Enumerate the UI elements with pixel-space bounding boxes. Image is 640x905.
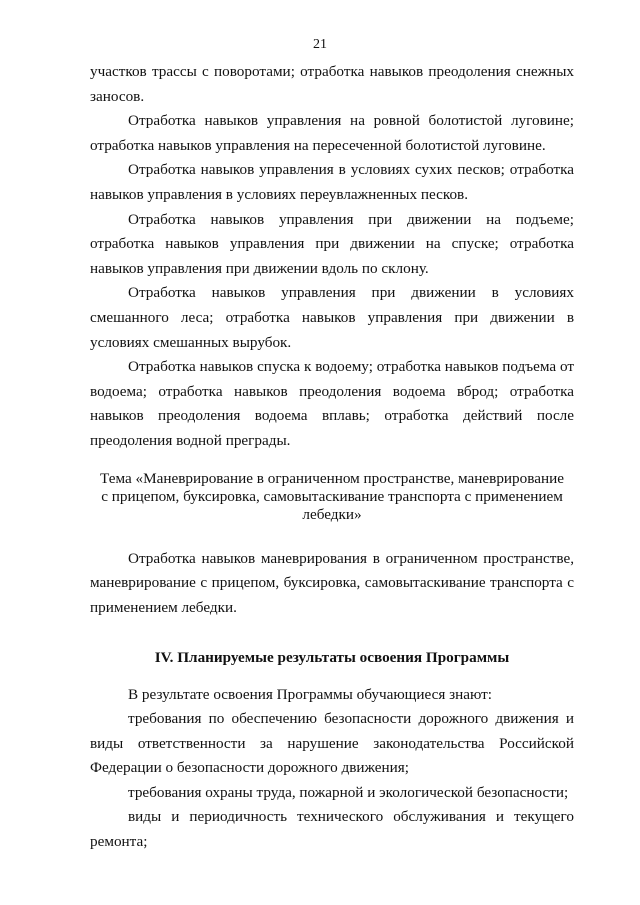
paragraph-slopes: Отработка навыков управления при движении на подъеме; отработка навыков управления при движении на спуске; отработка навыков управления при движении вдоль по склону. [90,210,574,277]
section-title: IV. Планируемые результаты освоения Программы [154,648,510,666]
paragraph-sands: Отработка навыков управления в условиях сухих песков; отработка навыков управления в условиях переувлажненных песков. [90,161,574,203]
topic-heading: Тема «Маневрирование в ограниченном пространстве, маневрирование с прицепом, буксировка, самовытаскивание транспорта с применением лебедки» [100,469,564,524]
paragraph-labor-safety: требования охраны труда, пожарной и экологической безопасности; [128,783,569,801]
paragraph-bog-meadow: Отработка навыков управления на ровной болотистой луговине; отработка навыков управления на пересеченной болотистой луговине. [90,112,574,154]
paragraph-continuation: участков трассы с поворотами; отработка навыков преодоления снежных заносов. [90,63,574,105]
paragraph-maneuvering: Отработка навыков маневрирования в ограниченном пространстве, маневрирование с прицепом, буксировка, самовытаскивание транспорта с применением лебедки. [90,549,574,616]
page-number: 21 [313,37,327,52]
paragraph-traffic-safety: требования по обеспечению безопасности дорожного движения и виды ответственности за нарушение законодательства Российской Федерации о безопасности дорожного движения; [90,710,574,777]
paragraph-forest: Отработка навыков управления при движении в условиях смешанного леса; отработка навыков управления при движении в условиях смешанных вырубок. [90,284,574,351]
page-content [90,60,574,855]
paragraph-maintenance: виды и периодичность технического обслуживания и текущего ремонта; [90,808,574,851]
paragraph-results-intro: В результате освоения Программы обучающиеся знают: [128,685,493,703]
paragraph-water: Отработка навыков спуска к водоему; отработка навыков подъема от водоема; отработка навыков преодоления водоема вброд; отработка навыков преодоления водоема вплавь; отработка действий после преодоления водной преграды. [90,358,574,449]
